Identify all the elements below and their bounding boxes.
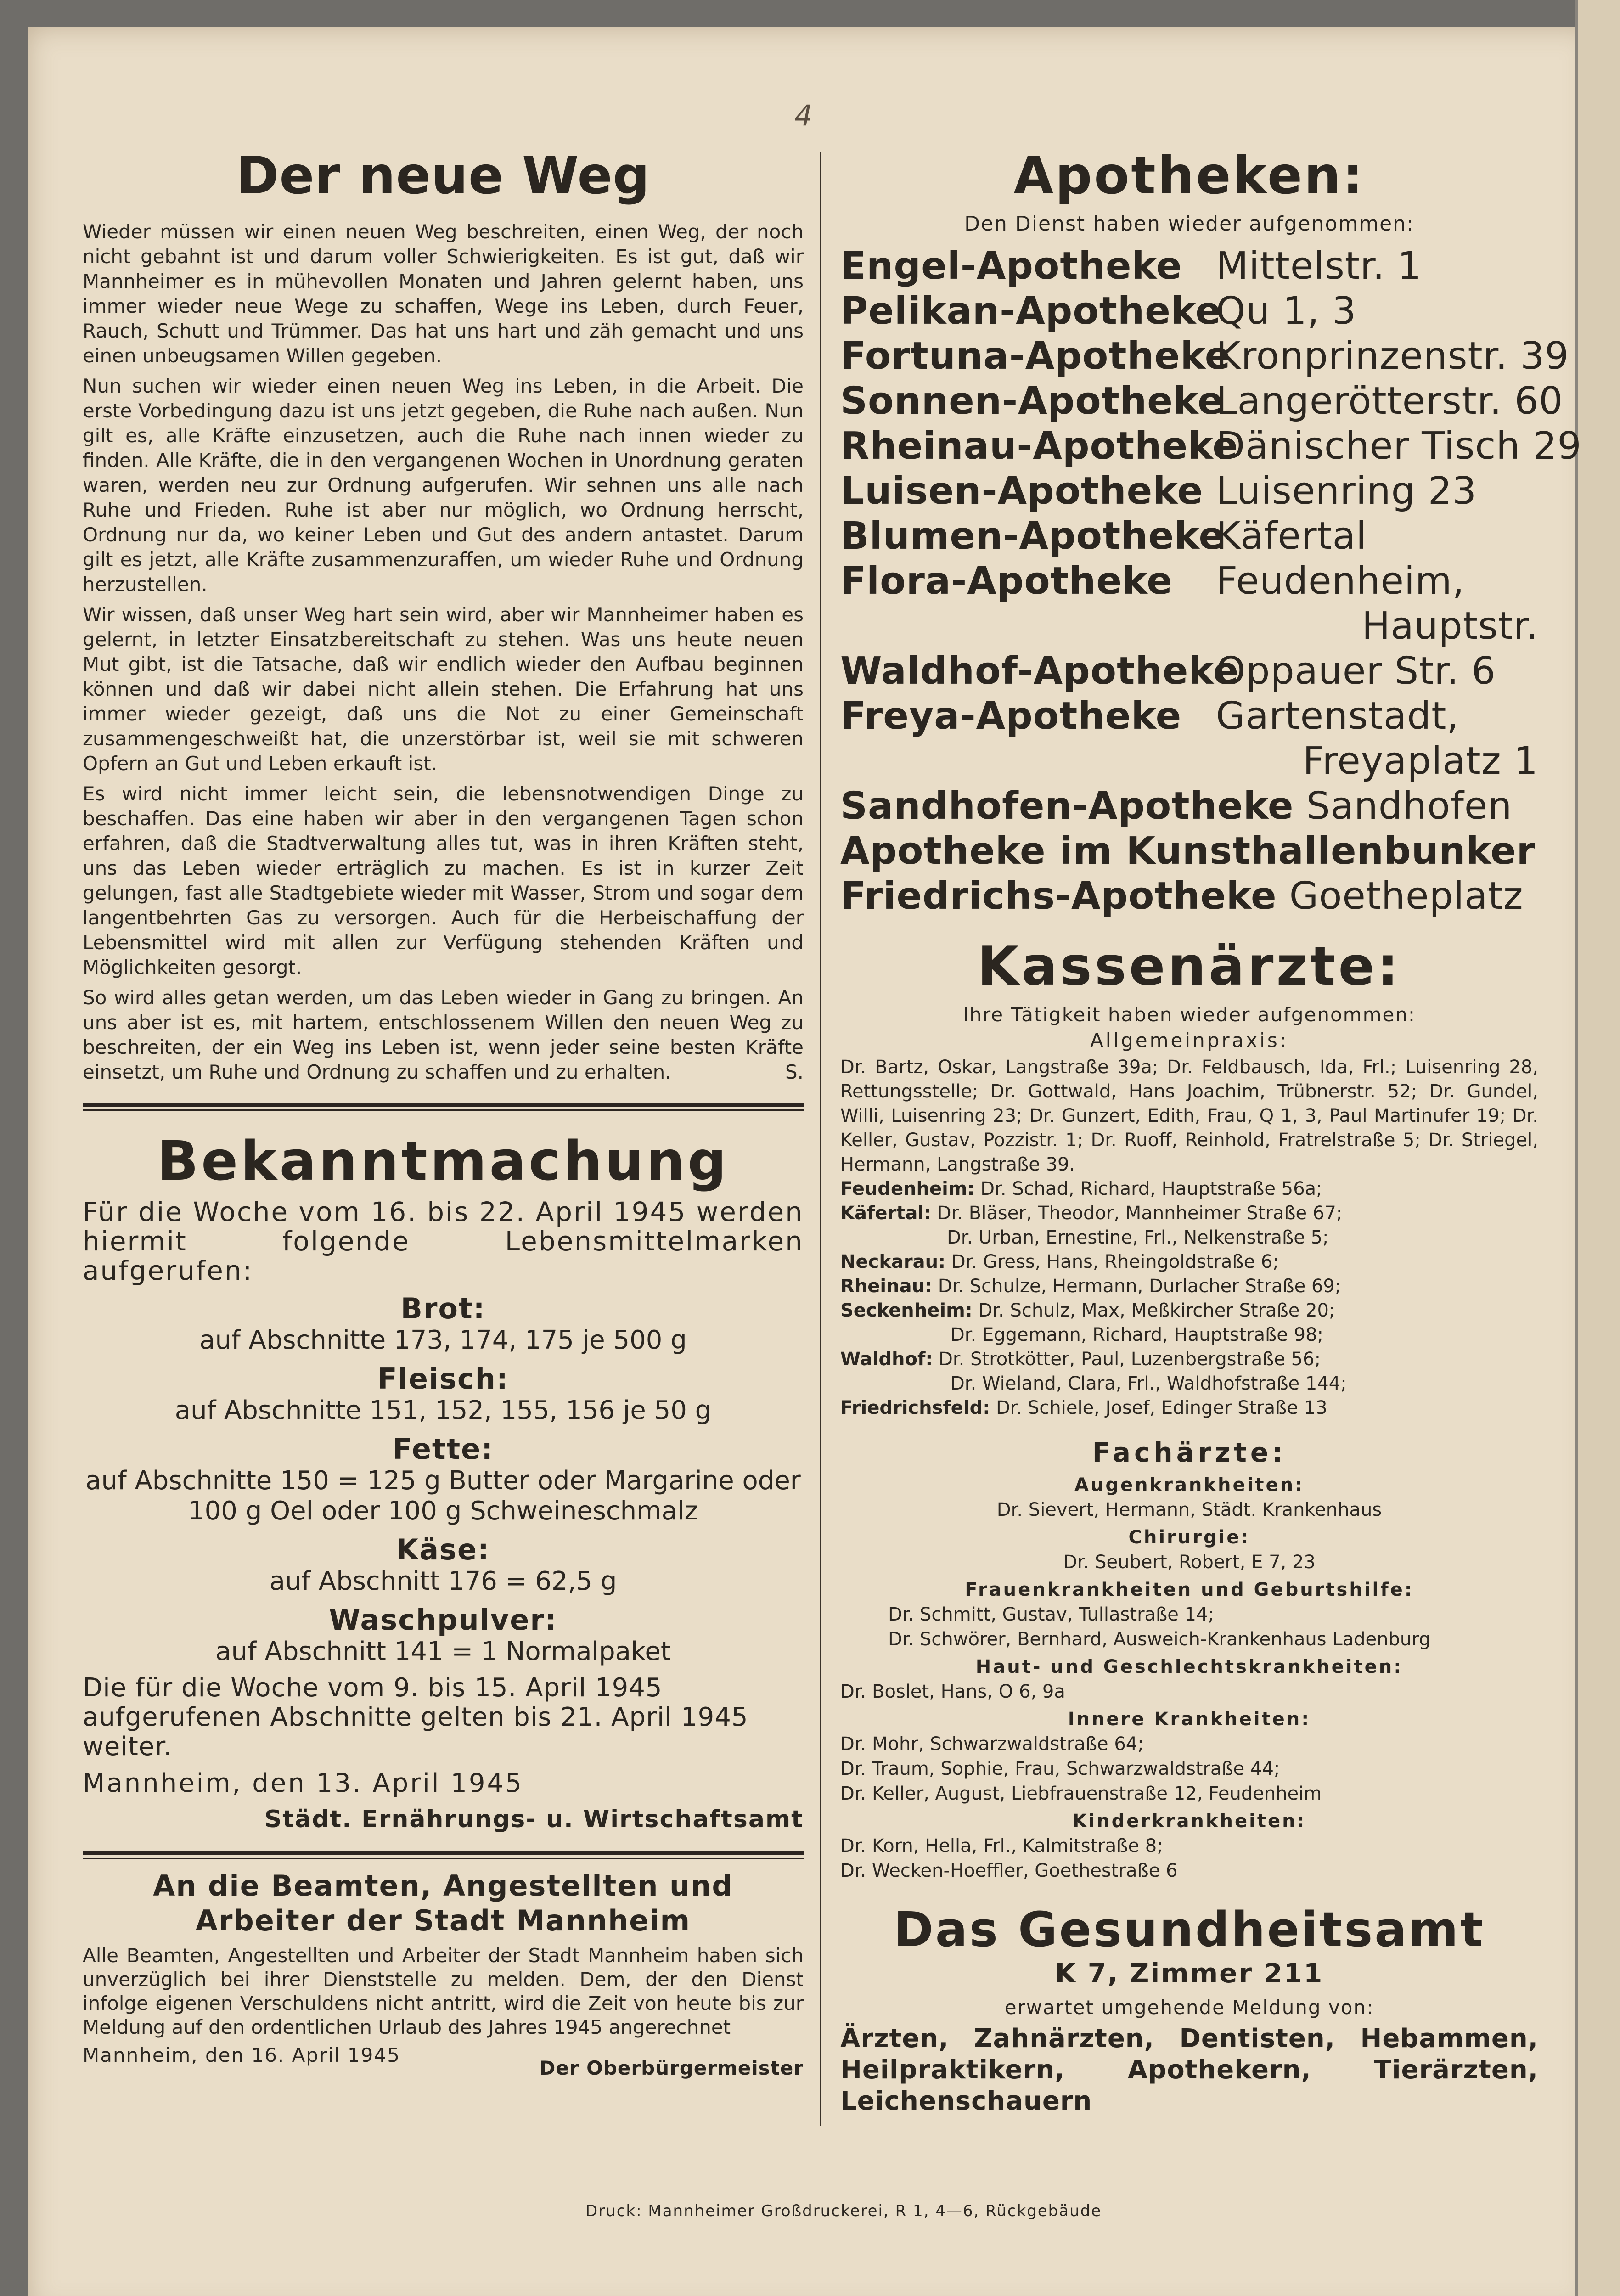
gesundheitsamt-subtitle: erwartet umgehende Meldung von: <box>1004 1996 1374 2019</box>
pharmacy-line <box>840 829 1538 874</box>
specialty-name: Innere Krankheiten: <box>1068 1709 1311 1730</box>
pharmacy-name: Rheinau-Apotheke <box>840 424 1238 468</box>
doctor-entry: Dr. Strotkötter, Paul, Luzenbergstraße 56; <box>939 1349 1321 1370</box>
gesundheitsamt-room: K 7, Zimmer 211 <box>1055 1958 1324 1989</box>
pharmacy-address: Luisenring 23 <box>1216 469 1477 513</box>
specialist-entry: Dr. Sievert, Hermann, Städt. Krankenhaus <box>996 1499 1382 1520</box>
kassenaerzte-section: Allgemeinpraxis: <box>1090 1029 1288 1052</box>
doctor-entry: Dr. Schulze, Hermann, Durlacher Straße 69; <box>938 1276 1341 1297</box>
pharmacy-address: Feudenheim, <box>1216 559 1465 603</box>
doctor-entry: Dr. Eggemann, Richard, Hauptstraße 98; <box>951 1324 1323 1345</box>
doctor-entry: Dr. Gress, Hans, Rheingoldstraße 6; <box>951 1251 1279 1272</box>
pharmacy-address: Gartenstadt, <box>1216 694 1459 738</box>
general-practitioners: Dr. Bartz, Oskar, Langstraße 39a; Dr. Feldbausch, Ida, Frl.; Luisenring 28, Rettungsstelle; Dr. Gottwald, Hans Joachim, Trübnerstr. 52; Dr. Gundel, Willi, Luisenring 23; Dr. Gunzert, Edith, Frau, Q 1, 3, Paul Martinufer 19; Dr. Keller, Gustav, Pozzistr. 1; Dr. Ruoff, Reinhold, Fratrelstraße 5; Dr. Striegel, Hermann, Langstraße 39. <box>840 1057 1538 1175</box>
left-column <box>83 138 804 2079</box>
pharmacy-address: Kronprinzenstr. 39 <box>1216 334 1569 378</box>
pharmacy-name: Luisen-Apotheke <box>840 469 1204 513</box>
pharmacy-name: Engel-Apotheke <box>840 244 1182 288</box>
right-column <box>840 138 1582 2117</box>
article-paragraph <box>83 985 804 1085</box>
specialty-name: Haut- und Geschlechtskrankheiten: <box>975 1656 1403 1677</box>
fachaerzte <box>840 1437 1538 1883</box>
bekanntmachung-title: Bekanntmachung <box>157 1129 729 1193</box>
district-entry <box>840 1274 1538 1299</box>
announcement-title: An die Beamten, Angestellten und Arbeiter der Stadt Mannheim <box>153 1869 733 1937</box>
pharmacy-address: Oppauer Str. 6 <box>1216 649 1496 693</box>
bekanntmachung-note: Die für die Woche vom 9. bis 15. April 1945 aufgerufenen Abschnitte gelten bis 21. April 1945 weiter. <box>83 1673 748 1761</box>
specialty-name: Chirurgie: <box>1128 1527 1250 1548</box>
kassenaerzte <box>840 935 1538 1420</box>
pharmacy-row <box>840 289 1538 334</box>
announcement-signature: Der Oberbürgermeister <box>539 2057 804 2079</box>
pharmacy-row <box>840 244 1538 289</box>
ration-label: Käse: <box>396 1533 490 1566</box>
section-divider <box>83 1851 804 1859</box>
district-name: Feudenheim: <box>840 1178 975 1199</box>
district-entry <box>840 1201 1538 1226</box>
pharmacy-line <box>840 874 1538 919</box>
pharmacy-row <box>840 424 1582 469</box>
district-name: Neckarau: <box>840 1251 946 1272</box>
pharmacy-name: Blumen-Apotheke <box>840 514 1225 558</box>
pharmacy-line <box>840 784 1538 829</box>
pharmacy-address-continued: Freyaplatz 1 <box>1303 739 1538 783</box>
kassenaerzte-title: Kassenärzte: <box>977 935 1401 997</box>
specialist-entry: Dr. Wecken-Hoeffler, Goethestraße 6 <box>840 1860 1178 1881</box>
district-entry <box>840 1177 1538 1201</box>
district-entry <box>840 1396 1538 1420</box>
district-name: Käfertal: <box>840 1203 932 1224</box>
announcement-staff <box>83 1868 804 2079</box>
specialty-name: Augenkrankheiten: <box>1074 1474 1305 1496</box>
pharmacy-name: Pelikan-Apotheke <box>840 289 1221 333</box>
pharmacy-address: Käfertal <box>1216 514 1367 558</box>
pharmacy-name: Apotheke im Kunsthallenbunker <box>840 829 1536 873</box>
pharmacy-address-continued: Hauptstr. <box>1361 604 1538 648</box>
pharmacy-row <box>840 694 1538 739</box>
ration-item <box>83 1292 804 1356</box>
ration-text: auf Abschnitte 173, 174, 175 je 500 g <box>199 1325 687 1355</box>
pharmacy-row <box>840 649 1538 694</box>
kassenaerzte-subtitle: Ihre Tätigkeit haben wieder aufgenommen: <box>962 1003 1416 1026</box>
district-name: Waldhof: <box>840 1349 933 1370</box>
announcement-footer <box>83 2044 804 2079</box>
specialty-name: Frauenkrankheiten und Geburtshilfe: <box>965 1579 1414 1600</box>
article-title: Der neue Weg <box>236 146 650 206</box>
ration-item <box>83 1533 804 1597</box>
pharmacy-row <box>840 334 1569 379</box>
article-paragraph: Es wird nicht immer leicht sein, die lebensnotwendigen Dinge zu beschaffen. Das eine haben wir aber in den vergangenen Tagen schon erfahren, daß die Stadtverwaltung alles tut, was in ihren Kräften steht, uns das Leben wieder erträglich zu machen. Es ist in kurzer Zeit gelungen, fast alle Stadtgebiete wieder mit Wasser, Strom und sogar dem langentbehrten Gas zu versorgen. Auch für die Herbeischaffung der Lebensmittel wird mit allen zur Verfügung stehenden Kräften und Möglichkeiten gesorgt. <box>83 782 804 979</box>
pharmacy-address: Sandhofen <box>1306 784 1513 828</box>
gesundheitsamt-title: Das Gesundheitsamt <box>894 1902 1485 1958</box>
ration-label: Fleisch: <box>377 1362 509 1396</box>
pharmacy-address: Mittelstr. 1 <box>1216 244 1422 288</box>
article-paragraph-text: So wird alles getan werden, um das Leben wieder in Gang zu bringen. An uns aber ist es, mit hartem, entschlossenem Willen den neuen Weg zu beschreiten, der ein Weg ins Leben ist, wenn jeder seine besten Kräfte einsetzt, um Ruhe und Ordnung zu schaffen und zu erhalten. <box>83 986 804 1083</box>
specialist-entry: Dr. Mohr, Schwarzwaldstraße 64; <box>840 1733 1144 1755</box>
pharmacy-name: Sandhofen-Apotheke <box>840 784 1294 828</box>
doctor-entry: Dr. Wieland, Clara, Frl., Waldhofstraße 144; <box>951 1373 1347 1394</box>
district-name: Seckenheim: <box>840 1300 973 1321</box>
apotheken-subtitle: Den Dienst haben wieder aufgenommen: <box>964 212 1414 236</box>
district-name: Friedrichsfeld: <box>840 1397 990 1418</box>
ration-text: auf Abschnitte 151, 152, 155, 156 je 50 g <box>174 1396 712 1425</box>
district-name: Rheinau: <box>840 1276 933 1297</box>
printer-imprint: Druck: Mannheimer Großdruckerei, R 1, 4—6, Rückgebäude <box>585 2202 1102 2220</box>
ration-item <box>83 1603 804 1667</box>
pharmacy-name: Sonnen-Apotheke <box>840 379 1224 423</box>
pharmacy-row <box>840 514 1538 559</box>
pharmacy-address: Qu 1, 3 <box>1216 289 1357 333</box>
ration-label: Brot: <box>400 1292 486 1325</box>
column-divider <box>820 152 821 2126</box>
ration-label: Waschpulver: <box>329 1603 557 1637</box>
pharmacy-row <box>840 559 1538 604</box>
article-signature: S. <box>785 1061 804 1083</box>
doctor-entry: Dr. Schiele, Josef, Edinger Straße 13 <box>996 1397 1328 1418</box>
gesundheitsamt-professions: Ärzten, Zahnärzten, Dentisten, Hebammen, Heilpraktikern, Apothekern, Tierärzten, Leichenschauern <box>840 2024 1538 2116</box>
bekanntmachung <box>83 1129 804 1833</box>
adjacent-page-edge <box>1575 0 1620 2296</box>
article-paragraph: Wir wissen, daß unser Weg hart sein wird, aber wir Mannheimer haben es gelernt, in letzter Einsatzbereitschaft zu stehen. Was uns heute neuen Mut gibt, ist die Tatsache, daß wir endlich wieder den Aufbau beginnen können und daß wir dabei nicht allein stehen. Die Erfahrung hat uns immer wieder gezeigt, daß uns die Not zu einer Gemeinschaft zusammengeschweißt hat, die unzerstörbar ist, weil sie mit schweren Opfern an Gut und Leben erkauft ist. <box>83 603 804 775</box>
specialty-name: Kinderkrankheiten: <box>1072 1811 1306 1832</box>
bekanntmachung-signature: Städt. Ernährungs- u. Wirtschaftsamt <box>264 1806 804 1833</box>
ration-text: auf Abschnitt 176 = 62,5 g <box>269 1566 617 1596</box>
district-entry <box>840 1299 1538 1323</box>
apotheken-title: Apotheken: <box>1013 146 1365 206</box>
doctor-entry: Dr. Bläser, Theodor, Mannheimer Straße 67; <box>937 1203 1343 1224</box>
district-entry <box>840 1347 1538 1372</box>
pharmacy-address: Goetheplatz <box>1289 874 1524 918</box>
specialist-entry: Dr. Seubert, Robert, E 7, 23 <box>1063 1552 1316 1573</box>
announcement-text: Alle Beamten, Angestellten und Arbeiter der Stadt Mannheim haben sich unverzüglich bei ihrer Dienststelle zu melden. Dem, der den Dienst infolge eigenen Verschuldens nicht antritt, wird die Zeit von heute bis zur Meldung auf den ordentlichen Urlaub des Jahres 1945 angerechnet <box>83 1944 804 2038</box>
pharmacy-name: Fortuna-Apotheke <box>840 334 1231 378</box>
announcement-place-date: Mannheim, den 16. April 1945 <box>83 2044 400 2066</box>
ration-text: auf Abschnitte 150 = 125 g Butter oder Margarine oder 100 g Oel oder 100 g Schweineschmalz <box>85 1466 801 1526</box>
doctor-entry: Dr. Urban, Ernestine, Frl., Nelkenstraße 5; <box>947 1227 1329 1248</box>
doctor-entry: Dr. Schulz, Max, Meßkircher Straße 20; <box>978 1300 1335 1321</box>
ration-item <box>83 1432 804 1526</box>
ration-item <box>83 1362 804 1426</box>
pharmacy-name: Flora-Apotheke <box>840 559 1173 603</box>
specialist-entry: Dr. Schwörer, Bernhard, Ausweich-Krankenhaus Ladenburg <box>888 1629 1431 1650</box>
pharmacy-row <box>840 379 1564 424</box>
pharmacy-name: Friedrichs-Apotheke <box>840 874 1277 918</box>
page-mark: 4 <box>794 99 813 132</box>
pharmacy-address: Langerötterstr. 60 <box>1216 379 1564 423</box>
pharmacy-name: Freya-Apotheke <box>840 694 1182 738</box>
pharmacy-address: Dänischer Tisch 29 <box>1216 424 1582 468</box>
bekanntmachung-place-date: Mannheim, den 13. April 1945 <box>83 1768 523 1798</box>
specialist-entry: Dr. Korn, Hella, Frl., Kalmitstraße 8; <box>840 1835 1163 1857</box>
fachaerzte-title: Fachärzte: <box>1092 1437 1287 1468</box>
ration-text: auf Abschnitt 141 = 1 Normalpaket <box>215 1637 671 1666</box>
specialist-entry: Dr. Boslet, Hans, O 6, 9a <box>840 1681 1065 1702</box>
ration-label: Fette: <box>392 1432 494 1466</box>
specialist-entry: Dr. Keller, August, Liebfrauenstraße 12, Feudenheim <box>840 1783 1322 1804</box>
doctor-entry: Dr. Schad, Richard, Hauptstraße 56a; <box>980 1178 1322 1199</box>
bekanntmachung-intro: Für die Woche vom 16. bis 22. April 1945 werden hiermit folgende Lebensmittelmarken aufgerufen: <box>83 1196 804 1286</box>
gesundheitsamt <box>840 1902 1538 2117</box>
article-der-neue-weg <box>83 146 804 1085</box>
apotheken <box>840 146 1582 919</box>
section-divider <box>83 1103 804 1111</box>
pharmacy-row <box>840 469 1538 514</box>
pharmacy-name: Waldhof-Apotheke <box>840 649 1239 693</box>
specialist-entry: Dr. Schmitt, Gustav, Tullastraße 14; <box>888 1604 1214 1625</box>
district-entry <box>840 1250 1538 1274</box>
article-paragraph: Wieder müssen wir einen neuen Weg beschreiten, einen Weg, der noch nicht gebahnt ist und darum voller Schwierigkeiten. Es ist gut, daß wir Mannheimer es in mühevollen Monaten und Jahren gelernt haben, uns immer wieder neue Wege zu schaffen, Wege ins Leben, durch Feuer, Rauch, Schutt und Trümmer. Das hat uns hart und zäh gemacht und uns einen unbeugsamen Willen gegeben. <box>83 220 804 367</box>
specialist-entry: Dr. Traum, Sophie, Frau, Schwarzwaldstraße 44; <box>840 1758 1280 1779</box>
article-paragraph: Nun suchen wir wieder einen neuen Weg ins Leben, in die Arbeit. Die erste Vorbedingung dazu ist uns jetzt gegeben, die Ruhe nach außen. Nun gilt es, alle Kräfte einzusetzen, auch die Ruhe nach innen wieder zu finden. Alle Kräfte, die in den vergangenen Wochen in Unordnung geraten waren, werden neu zur Ordnung aufgerufen. Wir sehnen uns alle nach Ruhe und Frieden. Ruhe ist aber nur möglich, wo Ordnung herrscht, Ordnung nur da, wo keiner Leben und Gut des andern antastet. Darum gilt es jetzt, alle Kräfte zusammenzuraffen, um wieder Ruhe und Ordnung herzustellen. <box>83 375 804 596</box>
